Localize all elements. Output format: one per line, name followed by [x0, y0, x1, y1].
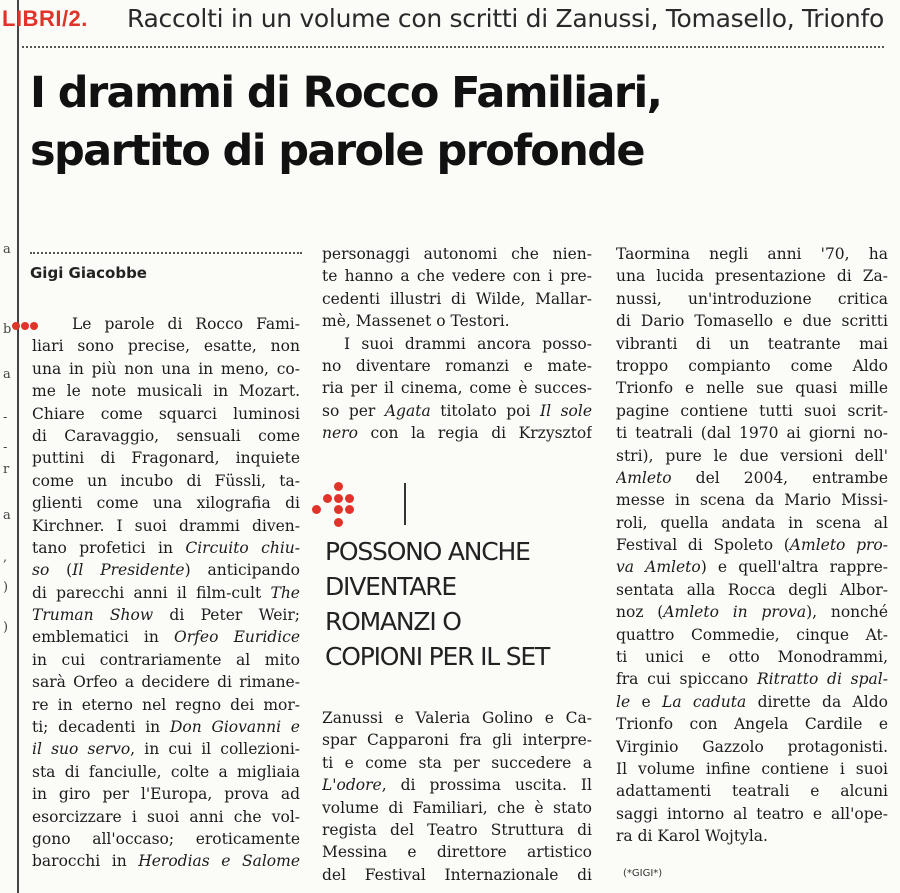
text-line: troppo compianto come Aldo: [616, 356, 888, 375]
text-line: il suo servo, in cui il collezioni-: [32, 740, 300, 759]
text-line: ti; decadenti in Don Giovanni e: [32, 718, 300, 737]
text-line: so per Agata titolato poi Il sole: [322, 401, 592, 420]
pull-quote-rule: [404, 483, 406, 525]
text-line: ti e come sta per succedere a: [322, 753, 592, 772]
ornament-dot: [345, 505, 354, 514]
margin-glyph: -: [3, 410, 8, 425]
article-subtitle: Raccolti in un volume con scritti di Zanussi, Tomasello, Trionfo: [127, 4, 884, 33]
text-line: Le parole di Rocco Fami-: [72, 315, 300, 333]
text-line: L'odore, di prossima uscita. Il: [322, 776, 592, 795]
ornament-dot: [334, 518, 343, 527]
text-line: in cui contrariamente al mito: [32, 650, 300, 669]
text-line: ti unici e otto Monodrammi,: [616, 648, 888, 667]
margin-glyph: ,: [3, 550, 8, 565]
margin-glyph: ): [3, 620, 9, 635]
text-line: re in eterno nel regno dei mor-: [32, 695, 300, 714]
text-line: noz (Amleto in prova), nonché: [616, 603, 888, 622]
text-line: saggi intorno al teatro e all'ope-: [616, 804, 888, 823]
text-line: Virginio Gazzolo protagonisti.: [616, 737, 888, 756]
article-column-2-top: [322, 243, 592, 445]
paragraph-bullet-dot: [12, 322, 20, 330]
ornament-dot: [323, 494, 332, 503]
text-line: emblematici in Orfeo Euridice: [32, 628, 300, 647]
article-column-2-bottom: [322, 707, 592, 886]
author-divider: [30, 252, 302, 254]
text-line: di parecchi anni il film-cult The: [32, 583, 300, 602]
text-line: Chiare come squarci luminosi: [32, 404, 300, 423]
text-line: spar Capparoni fra gli interpre-: [322, 731, 592, 750]
text-line: te hanno a che vedere con i pre-: [322, 267, 592, 286]
text-line: barocchi in Herodias e Salome: [32, 852, 300, 871]
margin-glyph: a: [3, 367, 11, 382]
text-line: no diventare romanzi e mate-: [322, 356, 592, 375]
text-line: Festival di Spoleto (Amleto pro-: [616, 536, 888, 555]
text-line: Trionfo con Angela Cardile e: [616, 715, 888, 734]
text-line: so (Il Presidente) anticipando: [32, 561, 300, 580]
text-line: pagine contiene tutti suoi scrit-: [616, 401, 888, 420]
text-line: stri), pure le due versioni dell': [616, 446, 888, 465]
text-line: puttini di Fragonard, inquiete: [32, 449, 300, 468]
text-line: del Festival Internazionale di: [322, 865, 592, 884]
text-line: messe in scena da Mario Missi-: [616, 491, 888, 510]
text-line: una lucida presentazione di Za-: [616, 267, 888, 286]
text-line: Amleto del 2004, entrambe: [616, 468, 888, 487]
text-line: sentata alla Rocca degli Albor-: [616, 580, 888, 599]
pull-quote-line: ROMANZI O: [325, 607, 461, 636]
text-line: in giro per l'Europa, prova ad: [32, 785, 300, 804]
text-line: regista del Teatro Struttura di: [322, 820, 592, 839]
pull-quote-line: COPIONI PER IL SET: [325, 642, 550, 671]
text-line: come un incubo di Füssli, ta-: [32, 471, 300, 490]
ornament-dot: [345, 494, 354, 503]
text-line: quattro Commedie, cinque At-: [616, 625, 888, 644]
ornament-dot: [334, 505, 343, 514]
text-line: mè, Massenet o Testori.: [322, 312, 510, 331]
text-line: Messina e direttore artistico: [322, 843, 592, 862]
text-line: nero con la regia di Krzysztof: [322, 424, 592, 443]
text-line: I suoi drammi ancora posso-: [344, 334, 592, 353]
article-column-3: [616, 243, 888, 848]
text-line: ria per il cinema, come è succes-: [322, 379, 592, 398]
ornament-dot: [334, 482, 343, 491]
text-line: nussi, un'introduzione critica: [616, 289, 888, 308]
text-line: me le note musicali in Mozart.: [32, 382, 300, 401]
author-byline: Gigi Giacobbe: [30, 264, 147, 282]
text-line: Zanussi e Valeria Golino e Ca-: [322, 709, 592, 727]
pull-quote-line: DIVENTARE: [325, 572, 457, 601]
text-line: gono all'occaso; eroticamente: [32, 829, 300, 848]
text-line: ti teatrali (dal 1970 ai giorni no-: [616, 424, 888, 443]
column-rule: [17, 0, 19, 893]
text-line: cedenti illustri di Wilde, Mallar-: [322, 289, 592, 308]
text-line: le e La caduta dirette da Aldo: [616, 692, 888, 711]
text-line: tano profetici in Circuito chiu-: [32, 538, 300, 557]
header-divider: [22, 46, 884, 48]
article-headline: [30, 64, 661, 180]
text-line: glienti come una xilografia di: [32, 494, 300, 513]
text-line: fra cui spiccano Ritratto di spal-: [616, 670, 888, 689]
text-line: volume di Familiari, che è stato: [322, 798, 592, 817]
text-line: va Amleto) e quell'altra rappre-: [616, 558, 888, 577]
text-line: Kirchner. I suoi drammi diven-: [32, 516, 300, 535]
text-line: liari sono precise, esatte, non: [32, 337, 300, 356]
ornament-dot: [312, 505, 321, 514]
text-line: Il volume infine contiene i suoi: [616, 759, 888, 778]
text-line: Taormina negli anni '70, ha: [616, 245, 888, 263]
article-column-1: [32, 313, 300, 873]
text-line: personaggi autonomi che nien-: [322, 245, 592, 263]
headline-line-2: spartito di parole profonde: [30, 126, 644, 176]
text-line: di Dario Tomasello e due scritti: [616, 312, 888, 331]
headline-line-1: I drammi di Rocco Familiari,: [30, 68, 662, 118]
text-line: una in più non una in meno, co-: [32, 359, 300, 378]
ornament-dot: [334, 494, 343, 503]
margin-glyph: ): [3, 580, 9, 595]
section-kicker: LIBRI/2.: [2, 6, 88, 31]
margin-glyph: -: [3, 440, 8, 455]
pull-quote: [325, 534, 549, 674]
text-line: Truman Show di Peter Weir;: [32, 606, 300, 625]
paragraph-bullet-dot: [21, 322, 29, 330]
text-line: Trionfo e nelle sue quasi mille: [616, 379, 888, 398]
text-line: esorcizzare i suoi anni che vol-: [32, 807, 300, 826]
text-line: adattamenti teatrali e alcuni: [616, 782, 888, 801]
text-line: sarà Orfeo a decidere di rimane-: [32, 673, 300, 692]
text-line: roli, quella andata in scena al: [616, 513, 888, 532]
text-line: sta di fanciulle, colte a migliaia: [32, 762, 300, 781]
author-signoff: (*GIGI*): [623, 868, 663, 879]
text-line: di Caravaggio, sensuali come: [32, 426, 300, 445]
margin-glyph: a: [3, 242, 11, 257]
margin-glyph: b: [3, 322, 12, 337]
text-line: ra di Karol Wojtyla.: [616, 827, 768, 846]
text-line: vibranti di un teatrante mai: [616, 334, 888, 353]
margin-glyph: r: [3, 462, 10, 477]
margin-glyph: a: [3, 508, 11, 523]
pull-quote-line: POSSONO ANCHE: [325, 537, 530, 566]
